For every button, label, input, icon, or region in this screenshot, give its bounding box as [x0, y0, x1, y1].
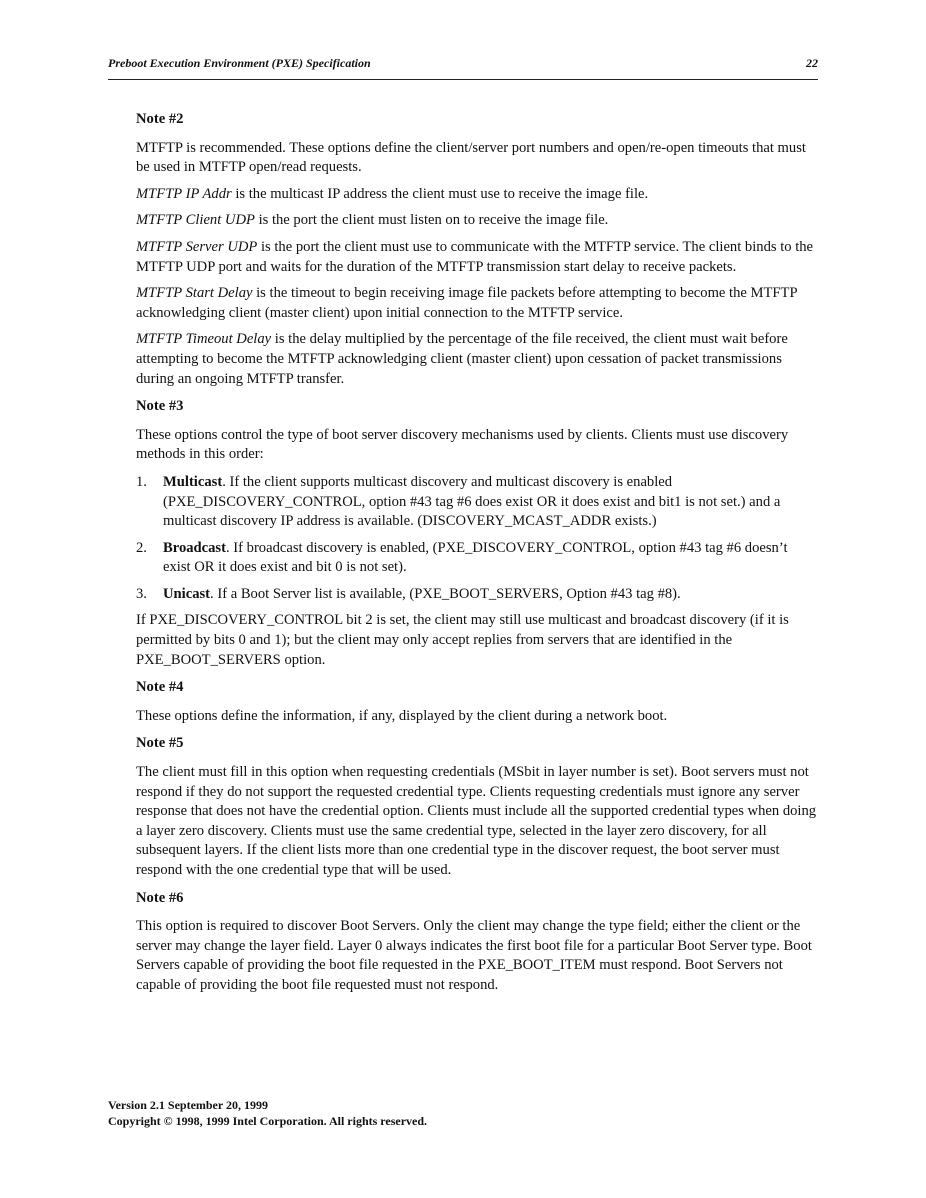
definition-text: is the port the client must use to communicate with the MTFTP service. The client binds to the MTFTP UDP port and waits for the duration of the MTFTP transmission start delay to receive packets. — [136, 238, 814, 275]
list-number: 1. — [136, 473, 147, 490]
note-3-outro: If PXE_DISCOVERY_CONTROL bit 2 is set, the client may still use multicast and broadcast discovery (if it is permitted by bits 0 and 1); but the client may only accept replies from servers that are identified in the PXE_BOOT_SERVERS option. — [136, 612, 789, 668]
note-6-text: This option is required to discover Boot Servers. Only the client may change the type field; either the client or the server may change the layer field. Layer 0 always indicates the first boot file for a particular Boot Server type. Boot Servers capable of providing the boot file requested in the PXE_BOOT_ITEM must respond. Boot Servers not capable of providing the boot file requested must not respond. — [136, 918, 812, 993]
page-number: 22 — [806, 56, 818, 70]
list-number: 3. — [136, 585, 147, 602]
note-4-heading: Note #4 — [136, 679, 184, 696]
list-item-broadcast — [136, 539, 818, 578]
term: MTFTP Server UDP — [136, 238, 258, 255]
note-3-intro: These options control the type of boot server discovery mechanisms used by clients. Clients must use discovery methods in this order: — [136, 426, 789, 463]
list-item-title: Unicast — [163, 585, 211, 602]
note-6-heading: Note #6 — [136, 889, 184, 906]
discovery-methods-list — [136, 473, 818, 605]
note-5-heading: Note #5 — [136, 735, 184, 752]
list-item-multicast — [136, 473, 818, 532]
page-header — [108, 56, 818, 80]
definition-mtftp-start-delay — [136, 284, 818, 323]
definition-text: is the port the client must listen on to receive the image file. — [254, 212, 609, 229]
list-item-title: Multicast — [163, 473, 223, 490]
list-item-title: Broadcast — [163, 539, 226, 556]
page-footer — [108, 1097, 818, 1129]
page-content — [136, 110, 818, 1003]
list-item-text: . If a Boot Server list is available, (PXE_BOOT_SERVERS, Option #43 tag #8). — [210, 585, 681, 602]
definition-mtftp-ip-addr — [136, 185, 818, 205]
version-line: Version 2.1 September 20, 1999 — [108, 1098, 268, 1112]
list-item-unicast — [136, 585, 818, 605]
definition-mtftp-timeout-delay — [136, 330, 818, 389]
term: MTFTP Start Delay — [136, 285, 253, 302]
term: MTFTP IP Addr — [136, 185, 232, 202]
definition-text: is the timeout to begin receiving image file packets before attempting to become the MTFTP acknowledging client (master client) upon initial connection to the MTFTP service. — [136, 285, 798, 321]
list-item-text: . If broadcast discovery is enabled, (PXE_DISCOVERY_CONTROL, option #43 tag #6 doesn’t exist OR it does exist and bit 0 is not set). — [163, 539, 788, 576]
definition-mtftp-server-udp — [136, 238, 818, 277]
term: MTFTP Client UDP — [136, 212, 255, 229]
note-4-text: These options define the information, if any, displayed by the client during a network boot. — [136, 707, 668, 724]
term: MTFTP Timeout Delay — [136, 331, 272, 348]
definition-text: is the multicast IP address the client must use to receive the image file. — [231, 185, 649, 202]
note-3-heading: Note #3 — [136, 398, 184, 415]
copyright-line: Copyright © 1998, 1999 Intel Corporation. All rights reserved. — [108, 1114, 428, 1128]
list-item-text: . If the client supports multicast discovery and multicast discovery is enabled (PXE_DISCOVERY_CONTROL, option #43 tag #6 does exist OR it does exist and bit1 is not set.) and a multicast discovery IP address is available. (DISCOVERY_MCAST_ADDR exists.) — [163, 473, 781, 530]
list-number: 2. — [136, 539, 147, 556]
definition-mtftp-client-udp — [136, 211, 818, 231]
document-title: Preboot Execution Environment (PXE) Specification — [108, 56, 371, 70]
note-2-heading: Note #2 — [136, 111, 184, 127]
note-2-intro: MTFTP is recommended. These options define the client/server port numbers and open/re-open timeouts that must be used in MTFTP open/read requests. — [136, 139, 806, 176]
note-5-text: The client must fill in this option when requesting credentials (MSbit in layer number is set). Boot servers must not respond if they do not support the requested credential type. Clients requesting credentials must ignore any server response that does not have the credential option. Clients must include all the supported credential types when doing a layer zero discovery. Clients must use the same credential type, selected in the layer zero discovery, for all subsequent layers. If the client lists more than one credential type in the discover request, the boot server must respond with the one credential type that will be used. — [136, 764, 817, 878]
definition-text: is the delay multiplied by the percentage of the file received, the client must wait before attempting to become the MTFTP acknowledging client (master client) upon cessation of packet transmissions during an ongoing MTFTP transfer. — [136, 331, 788, 387]
